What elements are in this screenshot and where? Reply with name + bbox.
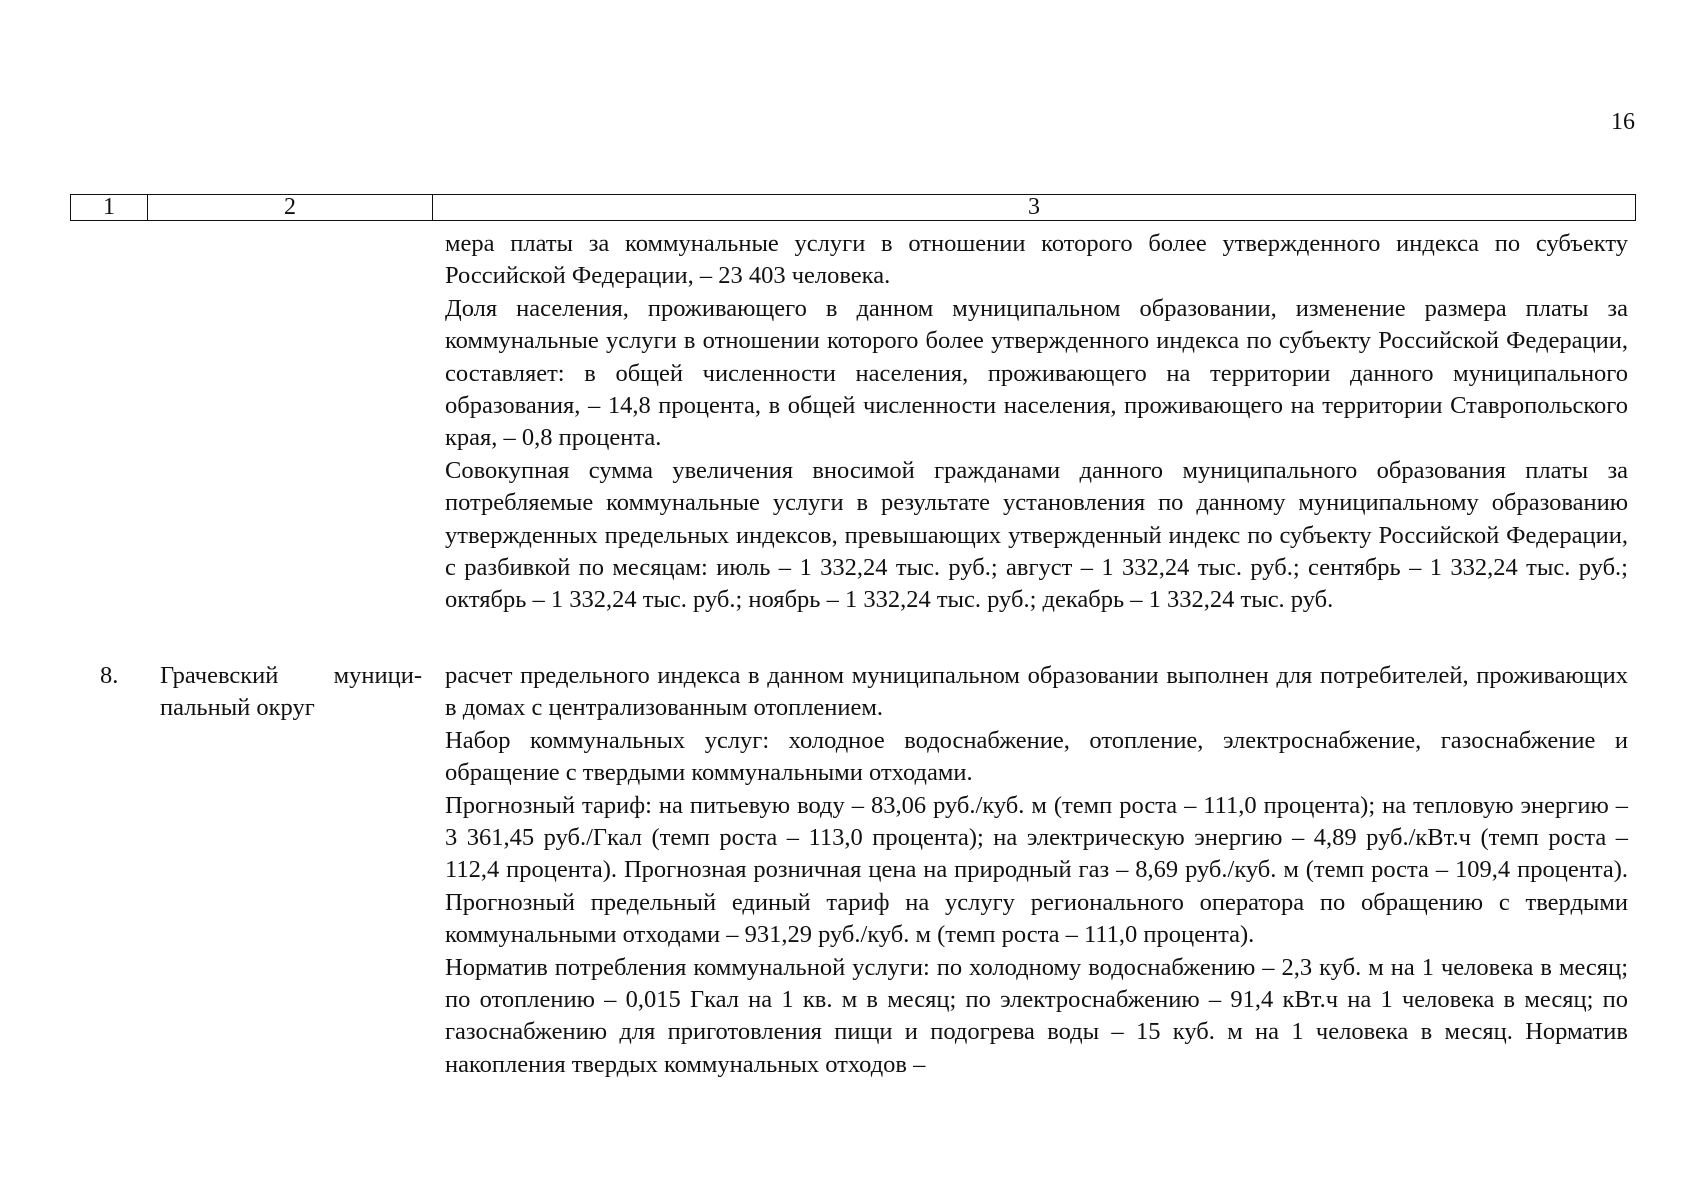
municipality-name xyxy=(160,660,422,725)
paragraph: Норматив потребления коммунальной услуги: по холодному водоснабжению – 2,3 куб. м на 1 человека в месяц; по отоплению – 0,015 Гкал на 1 кв. м в месяц; по электроснабжению – 91,4 кВт.ч на 1 человека в месяц; по газоснабжению для приготовления пищи и подогрева воды – 15 куб. м на 1 человека в месяц. Норматив накопления твердых коммунальных отходов – xyxy=(445,953,1628,1078)
column-number-2: 2 xyxy=(148,195,433,220)
table-column-header xyxy=(70,194,1636,221)
paragraph: Совокупная сумма увеличения вносимой гражданами данного муниципального образования платы за потребляемые коммунальные услуги в результате установления по данному муниципальному образованию утвержденных предельных индексов, превышающих утвержденный индекс по субъекту Российской Федерации, с разбивкой по месяцам: июль – 1 332,24 тыс. руб.; август – 1 332,24 тыс. руб.; сентябрь – 1 332,24 тыс. руб.; октябрь – 1 332,24 тыс. руб.; ноябрь – 1 332,24 тыс. руб.; декабрь – 1 332,24 тыс. руб. xyxy=(445,456,1628,614)
municipality-name-part: муници- xyxy=(333,662,422,689)
paragraph: Прогнозный тариф: на питьевую воду – 83,06 руб./куб. м (темп роста – 111,0 процента); на тепловую энергию – 3 361,45 руб./Гкал (темп роста – 113,0 процента); на электрическую энергию – 4,89 руб./кВт.ч (темп роста – 112,4 процента). Прогнозная розничная цена на природный газ – 8,69 руб./куб. м (темп роста – 109,4 процента). Прогнозный предельный единый тариф на услугу регионального оператора по обращению с твердыми коммунальными отходами – 931,29 руб./куб. м (темп роста – 111,0 процента). xyxy=(445,791,1628,949)
column-number-3: 3 xyxy=(1028,194,1040,220)
paragraph: мера платы за коммунальные услуги в отношении которого более утвержденного индекса по субъекту Российской Федерации, – 23 403 человека. xyxy=(445,230,1628,290)
continuation-text xyxy=(445,228,1628,617)
row-number: 8. xyxy=(100,662,119,689)
municipality-name-part: пальный округ xyxy=(160,694,315,722)
municipality-name-part: Грачевский xyxy=(160,662,279,689)
column-number-1: 1 xyxy=(71,195,148,220)
paragraph: Доля населения, проживающего в данном муниципальном образовании, изменение размера платы за коммунальные услуги в отношении которого более утвержденного индекса по субъекту Российской Федерации, составляет: в общей численности населения, проживающего на территории данного муниципального образования, – 14,8 процента, в общей численности населения, проживающего на территории Ставропольского края, – 0,8 процента. xyxy=(445,294,1628,452)
paragraph: расчет предельного индекса в данном муниципальном образовании выполнен для потребителей, проживающих в домах с централизованным отоплением. xyxy=(445,662,1628,722)
page-number: 16 xyxy=(1611,109,1635,135)
paragraph: Набор коммунальных услуг: холодное водоснабжение, отопление, электроснабжение, газоснабжение и обращение с твердыми коммунальными отходами. xyxy=(445,726,1628,787)
row8-description xyxy=(445,660,1628,1081)
